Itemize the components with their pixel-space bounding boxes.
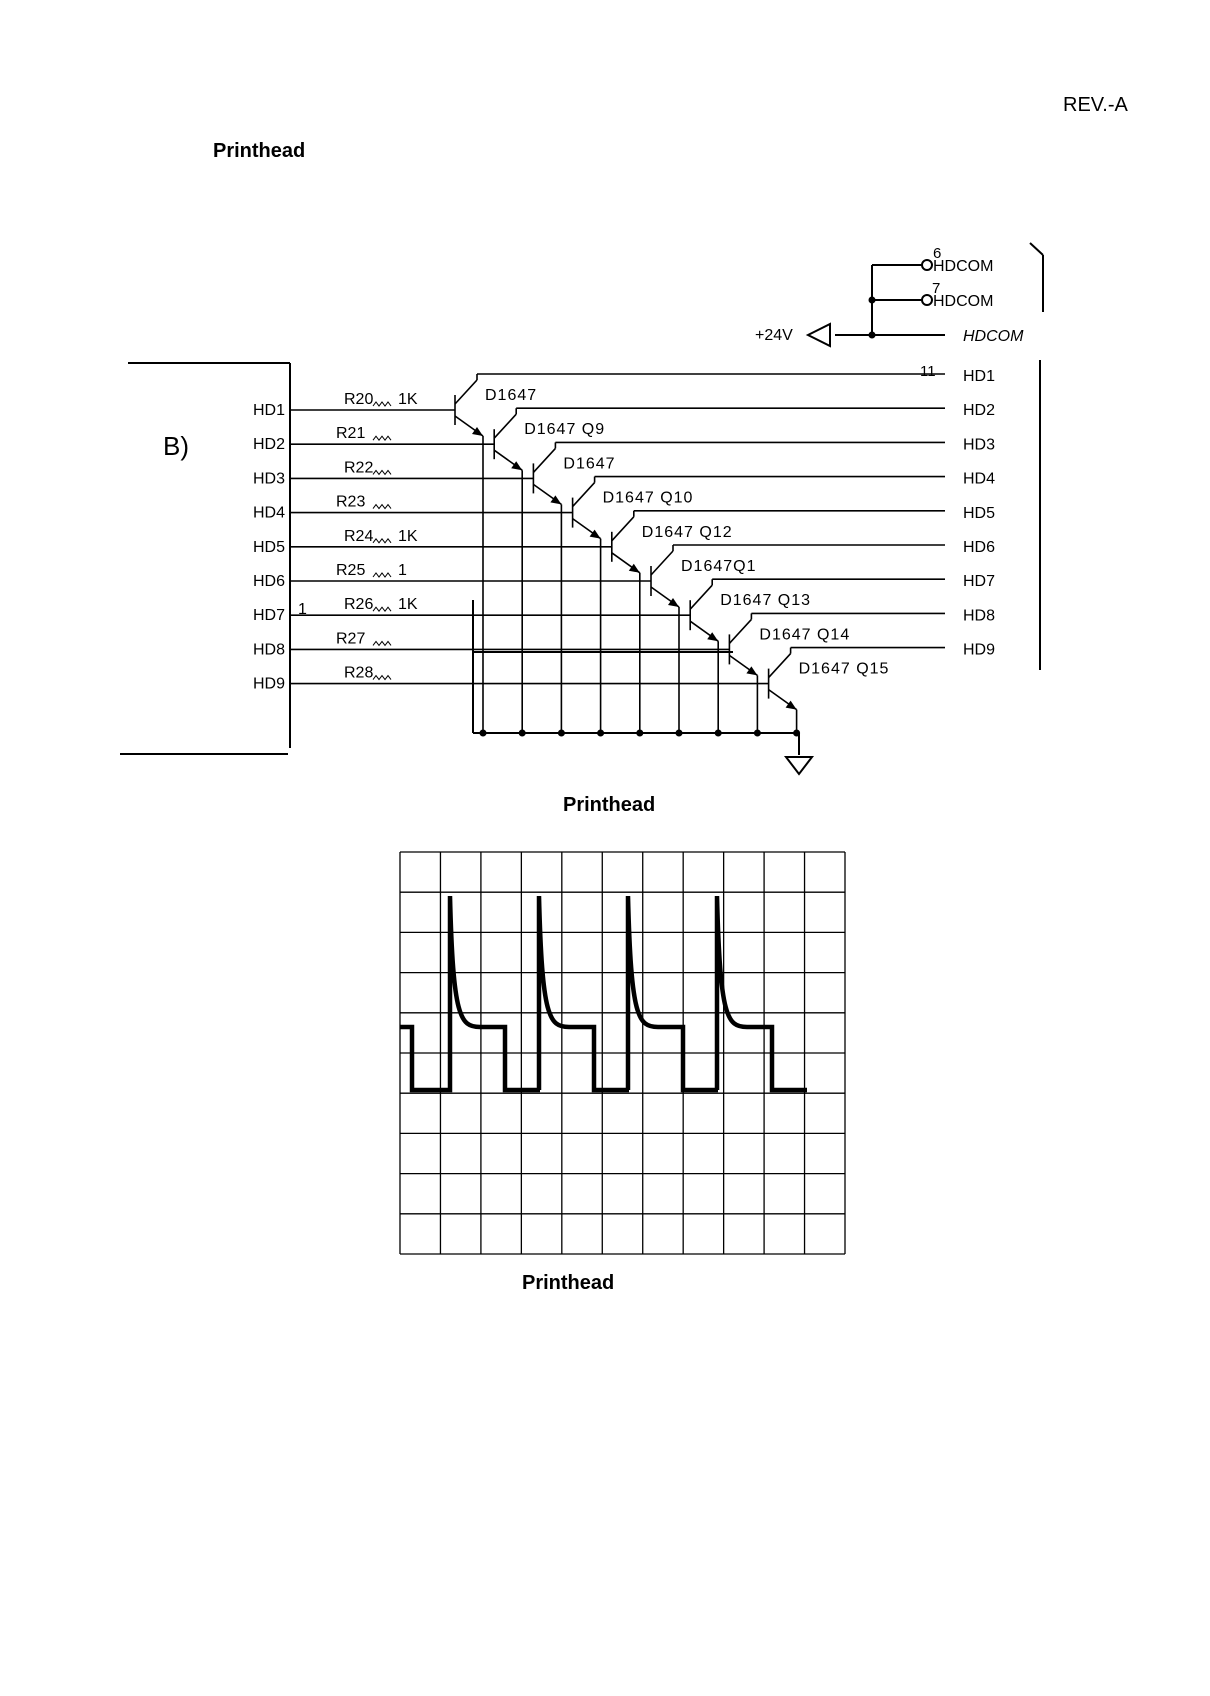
output-label-hd: HD3 <box>963 436 996 454</box>
resistor-label: R27 <box>336 630 366 648</box>
output-label-hd: HD6 <box>963 539 996 556</box>
output-label-hd: HD1 <box>963 368 996 385</box>
pin-number: 6 <box>933 245 942 262</box>
ground-symbol <box>786 733 812 774</box>
output-label-hd: HD4 <box>963 470 996 488</box>
resistor-label: R24 <box>344 527 374 545</box>
input-label-hd: HD7 <box>253 607 286 625</box>
input-label-hd: HD5 <box>253 538 286 556</box>
transistor-collector <box>729 619 751 643</box>
transistor-label: D1647 Q12 <box>641 523 733 541</box>
pin-number: 7 <box>932 280 941 297</box>
transistor-collector <box>573 483 595 507</box>
transistor-label: D1647 <box>485 387 538 404</box>
resistor-zigzag <box>373 676 391 680</box>
transistor-collector <box>533 448 555 472</box>
input-label-hd: HD1 <box>253 402 286 419</box>
input-label-hd: HD3 <box>253 470 286 488</box>
driver-rows <box>253 368 995 733</box>
resistor-zigzag <box>373 641 391 645</box>
ground-junction-dot <box>676 730 683 737</box>
resistor-label: R28 <box>344 664 374 682</box>
resistor-zigzag <box>373 436 391 440</box>
resistor-label: R22 <box>344 459 374 477</box>
output-label-hd: HD2 <box>963 402 996 420</box>
transistor-collector <box>455 380 477 404</box>
input-label-hd: HD9 <box>253 675 286 693</box>
hdcom-label: HDCOM <box>963 328 1024 345</box>
transistor-collector <box>651 551 673 575</box>
resistor-zigzag <box>373 470 391 474</box>
section-title: Printhead <box>213 140 306 162</box>
resistor-label: R23 <box>336 493 366 511</box>
output-label-hd: HD9 <box>963 641 996 659</box>
output-label-hd: HD5 <box>963 504 996 522</box>
revision-label: REV.-A <box>1063 94 1128 116</box>
resistor-label: R20 <box>344 391 374 408</box>
hdcom-label: HDCOM <box>933 293 994 310</box>
scope-display <box>400 852 845 1254</box>
resistor-label: R25 <box>336 562 366 579</box>
supply-label: +24V <box>755 327 793 344</box>
pin-number: 1 <box>298 601 307 618</box>
transistor-label: D1647 <box>563 455 616 473</box>
ground-junction-dot <box>597 730 604 737</box>
output-label-hd: HD7 <box>963 573 996 591</box>
transistor-label: D1647 Q15 <box>798 660 890 678</box>
connector-area <box>808 243 1043 670</box>
transistor-label: D1647Q1 <box>681 558 757 575</box>
resistor-value: 1K <box>398 391 418 408</box>
waveform-trace <box>400 896 807 1090</box>
resistor-value: 1K <box>398 596 418 614</box>
section-label: B) <box>163 431 189 461</box>
waveform-caption: Printhead <box>522 1272 615 1294</box>
transistor-collector <box>612 517 634 541</box>
hdcom-label: HDCOM <box>933 258 994 275</box>
resistor-value: 1 <box>398 562 407 579</box>
transistor-label: D1647 Q9 <box>524 421 606 439</box>
transistor-label: D1647 Q10 <box>602 489 694 507</box>
resistor-zigzag <box>373 505 391 509</box>
input-label-hd: HD6 <box>253 573 286 590</box>
transistor-collector <box>494 414 516 438</box>
transistor-label: D1647 Q13 <box>720 592 812 610</box>
resistor-zigzag <box>373 573 391 577</box>
ground-junction-dot <box>519 730 526 737</box>
resistor-value: 1K <box>398 527 418 545</box>
ground-junction-dot <box>715 730 722 737</box>
junction-dot <box>869 332 876 339</box>
resistor-zigzag <box>373 402 391 406</box>
resistor-zigzag <box>373 539 391 543</box>
left-board-outline <box>120 363 290 754</box>
ground-junction-dot <box>558 730 565 737</box>
junction-dot <box>869 297 876 304</box>
resistor-label: R21 <box>336 425 366 443</box>
pin-number: 11 <box>920 363 936 380</box>
transistor-collector <box>769 654 791 678</box>
transistor-collector <box>690 585 712 609</box>
output-label-hd: HD8 <box>963 607 996 625</box>
circuit-caption: Printhead <box>563 794 656 816</box>
ground-junction-dot <box>754 730 761 737</box>
ground-junction-dot <box>480 730 487 737</box>
input-label-hd: HD8 <box>253 641 286 659</box>
input-label-hd: HD4 <box>253 504 286 522</box>
resistor-label: R26 <box>344 596 374 614</box>
resistor-zigzag <box>373 607 391 611</box>
transistor-label: D1647 Q14 <box>759 626 851 644</box>
ground-junction-dot <box>636 730 643 737</box>
input-label-hd: HD2 <box>253 436 286 454</box>
